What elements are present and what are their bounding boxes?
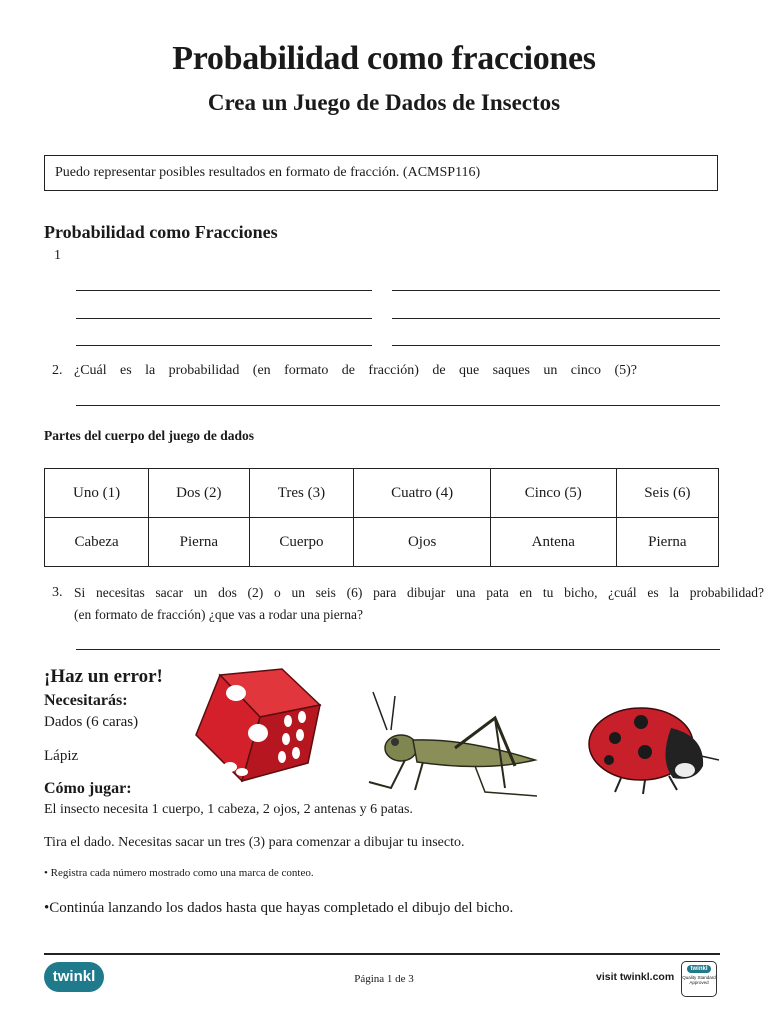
ladybug-illustration	[585, 700, 725, 800]
table-cell: Pierna	[149, 518, 250, 567]
body-parts-table	[44, 468, 719, 567]
badge-text: Quality Standard	[682, 975, 716, 980]
table-cell: Cinco (5)	[490, 469, 616, 518]
twinkl-logo: twinkl	[44, 962, 104, 992]
needs-item: Dados (6 caras)	[44, 714, 139, 730]
table-cell: Ojos	[354, 518, 491, 567]
page-subtitle: Crea un Juego de Dados de Insectos	[207, 90, 561, 115]
answer-line	[76, 345, 372, 346]
page-title: Probabilidad como fracciones	[172, 40, 596, 77]
table-cell: Tres (3)	[249, 469, 354, 518]
answer-line	[392, 345, 720, 346]
parts-heading: Partes del cuerpo del juego de dados	[44, 428, 254, 443]
rule-text: •Continúa lanzando los dados hasta que hayas completado el dibujo del bicho.	[44, 900, 514, 916]
answer-line	[392, 318, 720, 319]
table-row	[45, 518, 719, 567]
game-heading: ¡Haz un error!	[44, 666, 163, 687]
needs-item: Lápiz	[44, 748, 79, 764]
grasshopper-illustration	[365, 690, 545, 800]
rule-text: • Registra cada número mostrado como una marca de conteo.	[44, 867, 314, 879]
quality-badge	[681, 961, 717, 997]
table-cell: Dos (2)	[149, 469, 250, 518]
learning-objective-text: Puedo representar posibles resultados en formato de fracción. (ACMSP116)	[55, 165, 481, 180]
rule-text: El insecto necesita 1 cuerpo, 1 cabeza, 2 ojos, 2 antenas y 6 patas.	[44, 802, 413, 817]
how-to-play-heading: Cómo jugar:	[44, 780, 132, 797]
question-3-number: 3.	[52, 585, 63, 600]
table-cell: Cuatro (4)	[354, 469, 491, 518]
die-illustration	[190, 665, 326, 785]
page-number: Página 1 de 3	[354, 973, 414, 985]
section-heading: Probabilidad como Fracciones	[44, 222, 278, 242]
answer-line	[76, 318, 372, 319]
learning-objective-box	[44, 155, 718, 191]
answer-line	[76, 649, 720, 650]
table-cell: Cuerpo	[249, 518, 354, 567]
rule-text: Tira el dado. Necesitas sacar un tres (3) para comenzar a dibujar tu insecto.	[44, 835, 465, 850]
question-3-line1: Si necesitas sacar un dos (2) o un seis (6) para dibujar una pata en tu bicho, ¿cuál es la probabilidad?	[74, 585, 764, 600]
answer-line	[76, 290, 372, 291]
question-2-text: ¿Cuál es la probabilidad (en formato de fracción) de que saques un cinco (5)?	[74, 363, 637, 378]
footer-divider	[44, 953, 720, 955]
question-1-number: 1	[54, 248, 61, 263]
badge-text: Approved	[689, 980, 709, 985]
question-3-line2: (en formato de fracción) ¿que vas a rodar una pierna?	[74, 607, 363, 622]
website-link[interactable]: visit twinkl.com	[596, 971, 675, 983]
table-cell: Uno (1)	[45, 469, 149, 518]
question-2-number: 2.	[52, 363, 63, 378]
answer-line	[76, 405, 720, 406]
answer-line	[392, 290, 720, 291]
table-cell: Cabeza	[45, 518, 149, 567]
table-cell: Seis (6)	[616, 469, 718, 518]
table-cell: Antena	[490, 518, 616, 567]
table-row	[45, 469, 719, 518]
badge-logo: twinkl	[687, 965, 711, 973]
table-cell: Pierna	[616, 518, 718, 567]
needs-heading: Necesitarás:	[44, 692, 128, 709]
